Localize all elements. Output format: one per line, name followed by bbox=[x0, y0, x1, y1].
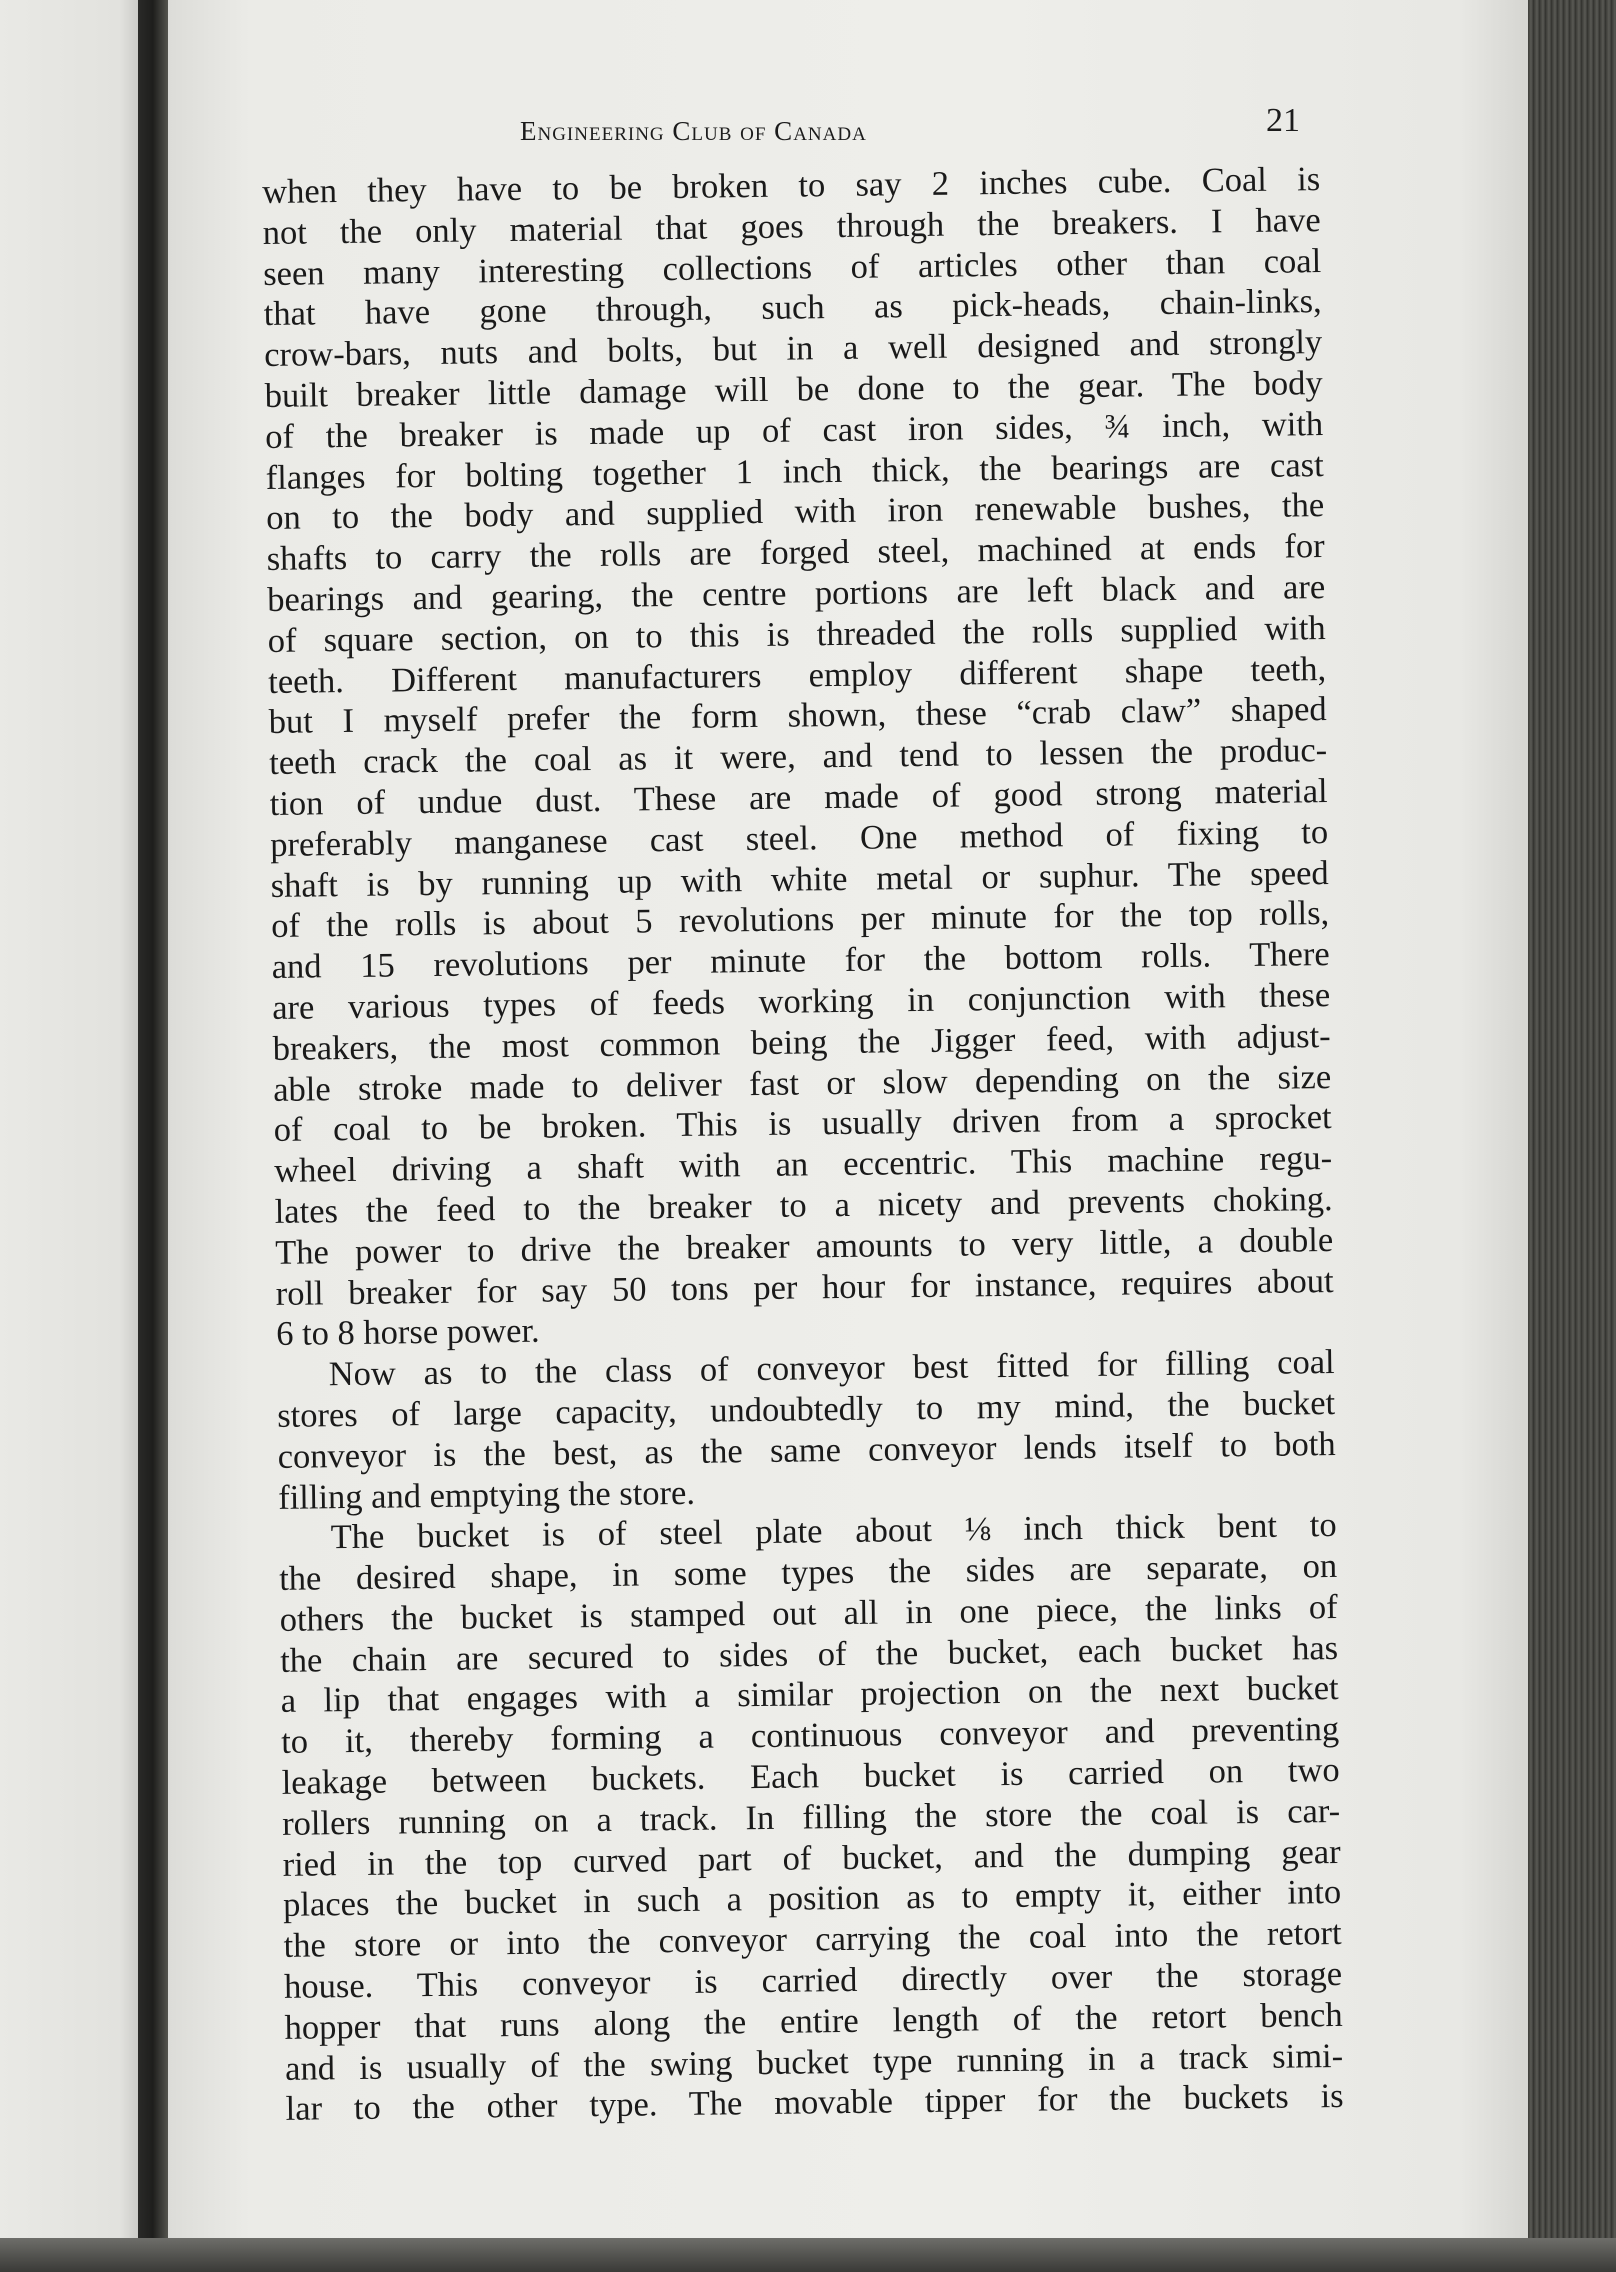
text-line: of the rolls is about 5 revolutions per minute for the top rolls, bbox=[270, 894, 1330, 946]
body-text bbox=[262, 159, 1344, 2130]
text-line: breakers, the most common being the Jigger feed, with adjust- bbox=[272, 1016, 1331, 1068]
text-line: roll breaker for say 50 tons per hour for instance, requires about bbox=[275, 1261, 1334, 1313]
text-line: shafts to carry the rolls are forged steel, machined at ends for bbox=[266, 527, 1325, 579]
page-header bbox=[340, 96, 1300, 156]
text-line: and 15 revolutions per minute for the bottom rolls. There bbox=[271, 935, 1330, 987]
text-line: stores of large capacity, undoubtedly to my mind, the bucket bbox=[276, 1383, 1336, 1435]
text-line: crow-bars, nuts and bolts, but in a well designed and strongly bbox=[264, 323, 1323, 375]
text-line: The power to drive the breaker amounts to very little, a double bbox=[274, 1220, 1334, 1272]
text-line: a lip that engages with a similar projection on the next bucket bbox=[280, 1669, 1339, 1721]
text-line: Now as to the class of conveyor best fitted for filling coal bbox=[328, 1343, 1335, 1394]
text-line: built breaker little damage will be done to the gear. The body bbox=[264, 364, 1323, 415]
text-line: tion of undue dust. These are made of good strong material bbox=[269, 771, 1328, 823]
text-line: of coal to be broken. This is usually driven from a sprocket bbox=[273, 1098, 1332, 1150]
text-line: teeth. Different manufacturers employ different shape teeth, bbox=[267, 649, 1327, 701]
text-line: the store or into the conveyor carrying the coal into the retort bbox=[283, 1914, 1342, 1966]
text-line: filling and emptying the store. bbox=[277, 1473, 696, 1517]
text-line: 6 to 8 horse power. bbox=[275, 1312, 540, 1354]
text-line: The bucket is of steel plate about ⅛ inch thick bent to bbox=[330, 1506, 1337, 1557]
text-line: wheel driving a shaft with an eccentric. This machine regu- bbox=[273, 1139, 1333, 1191]
text-line: when they have to be broken to say 2 inches cube. Coal is bbox=[262, 160, 1321, 211]
text-line: preferably manganese cast steel. One method of fixing to bbox=[269, 812, 1329, 864]
text-line: on to the body and supplied with iron renewable bushes, the bbox=[265, 486, 1325, 538]
text-line: the desired shape, in some types the sides are separate, on bbox=[278, 1547, 1338, 1598]
text-line: places the bucket in such a position as to empty it, either into bbox=[282, 1873, 1342, 1925]
text-line: lates the feed to the breaker to a nicety and prevents choking. bbox=[274, 1179, 1333, 1231]
text-line: of the breaker is made up of cast iron sides, ¾ inch, with bbox=[265, 404, 1324, 456]
text-line: are various types of feeds working in conjunction with these bbox=[271, 975, 1331, 1027]
text-line: leakage between buckets. Each bucket is carried on two bbox=[281, 1751, 1340, 1802]
text-line: that have gone through, such as pick-heads, chain-links, bbox=[263, 282, 1322, 334]
page-number: 21 bbox=[1266, 102, 1300, 139]
text-line: flanges for bolting together 1 inch thick, the bearings are cast bbox=[265, 445, 1324, 497]
text-line: to it, thereby forming a continuous conveyor and preventing bbox=[280, 1710, 1340, 1762]
running-head: Engineering Club of Canada bbox=[520, 116, 867, 146]
text-line: hopper that runs along the entire length of the retort bench bbox=[284, 1995, 1343, 2047]
facing-page-edge bbox=[0, 0, 150, 2272]
book-gutter bbox=[138, 0, 168, 2272]
page-edges bbox=[1528, 0, 1616, 2272]
text-line: and is usually of the swing bucket type running in a track simi- bbox=[284, 2036, 1344, 2088]
text-line: lar to the other type. The movable tipper for the buckets is bbox=[285, 2077, 1344, 2129]
text-line: able stroke made to deliver fast or slow depending on the size bbox=[272, 1057, 1332, 1109]
text-line: ried in the top curved part of bucket, and the dumping gear bbox=[282, 1832, 1341, 1884]
text-line: but I myself prefer the form shown, these “crab claw” shaped bbox=[268, 690, 1327, 742]
text-line: of square section, on to this is threaded the rolls supplied with bbox=[267, 608, 1326, 660]
text-line: conveyor is the best, as the same conveyor lends itself to both bbox=[277, 1424, 1336, 1476]
text-line: seen many interesting collections of articles other than coal bbox=[263, 241, 1322, 293]
scan-bottom-shadow bbox=[0, 2238, 1616, 2272]
text-line: not the only material that goes through the breakers. I have bbox=[262, 200, 1321, 252]
text-line: others the bucket is stamped out all in one piece, the links of bbox=[279, 1587, 1338, 1639]
text-line: house. This conveyor is carried directly over the storage bbox=[283, 1955, 1343, 2006]
text-line: rollers running on a track. In filling the store the coal is car- bbox=[281, 1791, 1341, 1843]
text-line: teeth crack the coal as it were, and tend to lessen the produc- bbox=[268, 731, 1328, 783]
text-line: shaft is by running up with white metal or suphur. The speed bbox=[270, 853, 1329, 905]
text-line: bearings and gearing, the centre portions are left black and are bbox=[266, 568, 1326, 619]
text-line: the chain are secured to sides of the bucket, each bucket has bbox=[279, 1628, 1339, 1680]
